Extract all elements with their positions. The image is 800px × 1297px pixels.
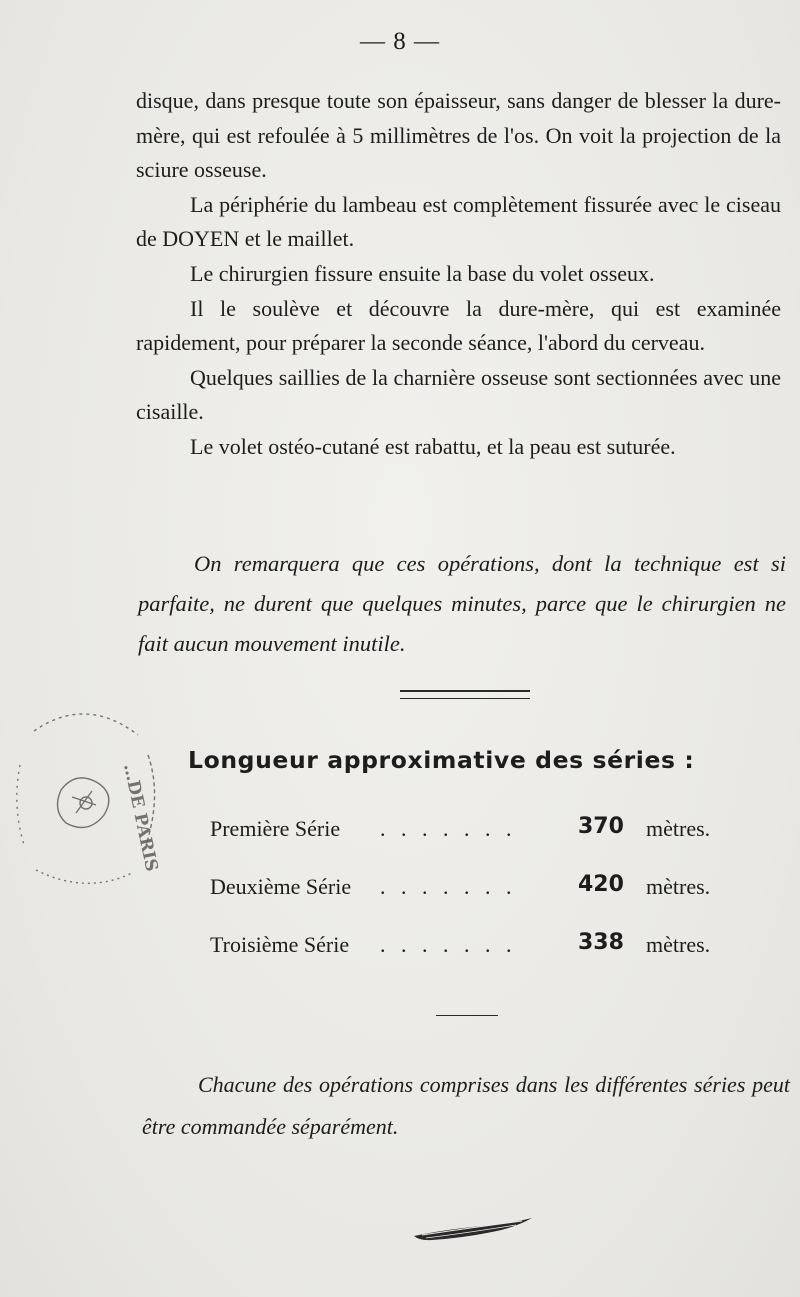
series-length: 420 bbox=[578, 872, 624, 897]
paragraph-3: Le chirurgien fissure ensuite la base du volet osseux. bbox=[190, 260, 655, 286]
remark-italic: On remarquera que ces opérations, dont la technique est si parfaite, ne durent que quelques minutes, parce que le chirurgien ne fait aucun mouvement inutile. bbox=[138, 551, 786, 656]
ordering-note: Chacune des opérations comprises dans les différentes séries peut être commandée séparément. bbox=[142, 1072, 790, 1139]
paragraph-5: Quelques saillies de la charnière osseuse sont sectionnées avec une cisaille. bbox=[136, 364, 781, 425]
paragraph-2: La périphérie du lambeau est complètement fissurée avec le ciseau de DOYEN et le maillet. bbox=[136, 191, 781, 252]
series-row bbox=[210, 924, 750, 982]
series-list bbox=[210, 808, 750, 982]
leader-dots: . . . . . . . bbox=[380, 816, 517, 841]
series-unit: mètres. bbox=[646, 932, 711, 957]
stamp-text: …DE PARIS bbox=[119, 761, 162, 874]
series-unit: mètres. bbox=[646, 874, 711, 899]
double-rule-divider bbox=[400, 690, 530, 699]
paragraph-6: Le volet ostéo-cutané est rabattu, et la peau est suturée. bbox=[190, 433, 676, 459]
library-stamp bbox=[6, 695, 166, 895]
paragraph-4: Il le soulève et découvre la dure-mère, qui est examinée rapidement, pour préparer la seconde séance, l'abord du cerveau. bbox=[136, 295, 781, 356]
series-length: 370 bbox=[578, 814, 624, 839]
series-heading: Longueur approximative des séries : bbox=[188, 746, 695, 774]
leader-dots: . . . . . . . bbox=[380, 874, 517, 899]
series-name: Troisième Série bbox=[210, 932, 350, 957]
leader-dots: . . . . . . . bbox=[380, 932, 517, 957]
paragraph-1: disque, dans presque toute son épaisseur, sans danger de blesser la dure-mère, qui est refoulée à 5 millimètres de l'os. On voit la projection de la sciure osseuse. bbox=[136, 88, 781, 183]
body-text bbox=[136, 84, 781, 465]
series-row bbox=[210, 808, 750, 866]
tailpiece-ornament-icon bbox=[412, 1216, 534, 1244]
series-length: 338 bbox=[578, 930, 624, 955]
series-unit: mètres. bbox=[646, 816, 711, 841]
series-name: Deuxième Série bbox=[210, 874, 352, 899]
page-number: — 8 — bbox=[360, 28, 440, 55]
series-name: Première Série bbox=[210, 816, 341, 841]
series-row bbox=[210, 866, 750, 924]
short-rule-divider bbox=[436, 1015, 498, 1016]
